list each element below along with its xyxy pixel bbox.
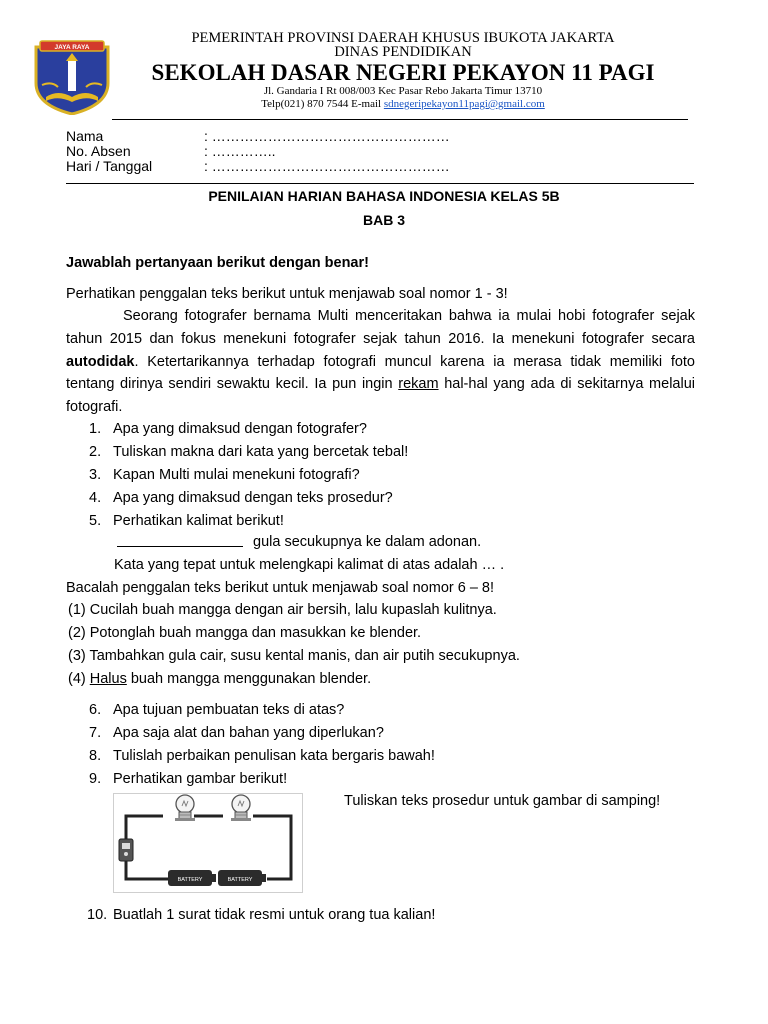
- school-contact: [100, 98, 706, 111]
- identity-blank[interactable]: : ……………………………………………: [204, 128, 450, 144]
- question-number: 2.: [89, 444, 102, 460]
- switch-icon: [119, 839, 133, 861]
- school-name: SEKOLAH DASAR NEGERI PEKAYON 11 PAGI: [151, 60, 655, 85]
- instruction: Jawablah pertanyaan berikut dengan benar!: [66, 255, 369, 271]
- identity-divider: [66, 183, 694, 184]
- question-text: Tulislah perbaikan penulisan kata bergaris bawah!: [113, 748, 435, 764]
- department-name: DINAS PENDIDIKAN: [334, 44, 472, 60]
- battery-icon: [218, 870, 266, 886]
- step-prefix: (4): [68, 671, 90, 687]
- question-3: [89, 466, 360, 484]
- battery-icon: [168, 870, 216, 886]
- passage-part2: . Ketertarikannya terhadap fotografi muncul karena ia merasa tidak memiliki foto tentang dirinya sendiri sewaktu kecil. Ia pun ingin: [66, 353, 695, 393]
- question-6: [89, 701, 344, 719]
- question-9: [89, 770, 287, 788]
- identity-date-row: [66, 159, 450, 174]
- identity-absen-row: [66, 144, 276, 159]
- question-number: 8.: [89, 748, 102, 764]
- question-text: Apa tujuan pembuatan teks di atas?: [113, 702, 345, 718]
- question-number: 6.: [89, 702, 102, 718]
- question-number: 5.: [89, 513, 102, 529]
- procedure-step: [68, 670, 371, 688]
- page-title: PENILAIAN HARIAN BAHASA INDONESIA KELAS 5B: [208, 188, 560, 204]
- question-text: Perhatikan gambar berikut!: [113, 771, 288, 787]
- question-text: Apa yang dimaksud dengan fotografer?: [113, 421, 367, 437]
- question-text: Kapan Multi mulai menekuni fotografi?: [113, 467, 360, 483]
- q5-sentence: gula secukupnya ke dalam adonan.: [253, 534, 482, 550]
- question-number: 1.: [89, 421, 102, 437]
- identity-name-row: [66, 129, 450, 144]
- q9-instruction: Tuliskan teks prosedur untuk gambar di samping!: [344, 793, 661, 809]
- fill-blank-line[interactable]: [117, 546, 243, 547]
- identity-label: No. Absen: [66, 143, 131, 159]
- passage-bold-word: autodidak: [66, 353, 135, 370]
- passage-intro: Perhatikan penggalan teks berikut untuk menjawab soal nomor 1 - 3!: [66, 286, 508, 302]
- question-10: [87, 906, 435, 924]
- identity-label: Nama: [66, 128, 104, 144]
- identity-blank[interactable]: : …………..: [204, 143, 276, 159]
- question-number: 9.: [89, 771, 102, 787]
- question-text: Tuliskan makna dari kata yang bercetak tebal!: [113, 444, 409, 460]
- question-5: [89, 512, 284, 530]
- passage-underlined-word: rekam: [398, 376, 439, 393]
- question-number: 4.: [89, 490, 102, 506]
- email-link[interactable]: sdnegeripekayon11pagi@gmail.com: [383, 98, 545, 110]
- identity-blank[interactable]: : ……………………………………………: [204, 158, 450, 174]
- procedure-step: (1) Cucilah buah mangga dengan air bersih, lalu kupaslah kulitnya.: [68, 602, 497, 618]
- question-7: [89, 724, 384, 742]
- question-number: 7.: [89, 725, 102, 741]
- question-number: 10.: [87, 907, 108, 923]
- question-8: [89, 747, 435, 765]
- battery-label: BATTERY: [177, 877, 203, 883]
- battery-label: BATTERY: [227, 877, 253, 883]
- header-divider: [112, 119, 688, 120]
- step-underlined-word: Halus: [89, 671, 127, 687]
- question-1: [89, 420, 367, 438]
- school-address: Jl. Gandaria I Rt 008/003 Kec Pasar Rebo Jakarta Timur 13710: [263, 85, 543, 97]
- government-name: PEMERINTAH PROVINSI DAERAH KHUSUS IBUKOTA JAKARTA: [191, 30, 615, 46]
- question-4: [89, 489, 393, 507]
- procedure-step: (2) Potonglah buah mangga dan masukkan ke blender.: [68, 625, 422, 641]
- procedure-intro: Bacalah penggalan teks berikut untuk menjawab soal nomor 6 – 8!: [66, 580, 495, 596]
- question-text: Apa yang dimaksud dengan teks prosedur?: [113, 490, 393, 506]
- question-2: [89, 443, 408, 461]
- question-text: Apa saja alat dan bahan yang diperlukan?: [113, 725, 384, 741]
- procedure-step: (3) Tambahkan gula cair, susu kental manis, dan air putih secukupnya.: [68, 648, 520, 664]
- passage-part1: Seorang fotografer bernama Multi menceritakan bahwa ia mulai hobi fotografer sejak tahun 2015 dan fokus menekuni fotografer sejak tahun 2016. Ia menekuni fotografer secara: [66, 308, 695, 347]
- question-number: 3.: [89, 467, 102, 483]
- q5-prompt: Kata yang tepat untuk melengkapi kalimat di atas adalah … .: [114, 557, 505, 573]
- question-text: Buatlah 1 surat tidak resmi untuk orang tua kalian!: [113, 907, 436, 923]
- question-text: Perhatikan kalimat berikut!: [113, 513, 284, 529]
- page-subtitle: BAB 3: [362, 212, 405, 228]
- passage-text: [66, 305, 695, 419]
- phone-label: Telp(021) 870 7544 E-mail: [261, 98, 384, 110]
- step-rest: buah mangga menggunakan blender.: [126, 671, 372, 687]
- logo-text: JAYA RAYA: [54, 44, 90, 51]
- identity-label: Hari / Tanggal: [66, 158, 153, 174]
- passage-part3: hal-hal yang ada di sekitarnya melalui fotografi.: [66, 376, 695, 416]
- circuit-illustration: [113, 793, 303, 893]
